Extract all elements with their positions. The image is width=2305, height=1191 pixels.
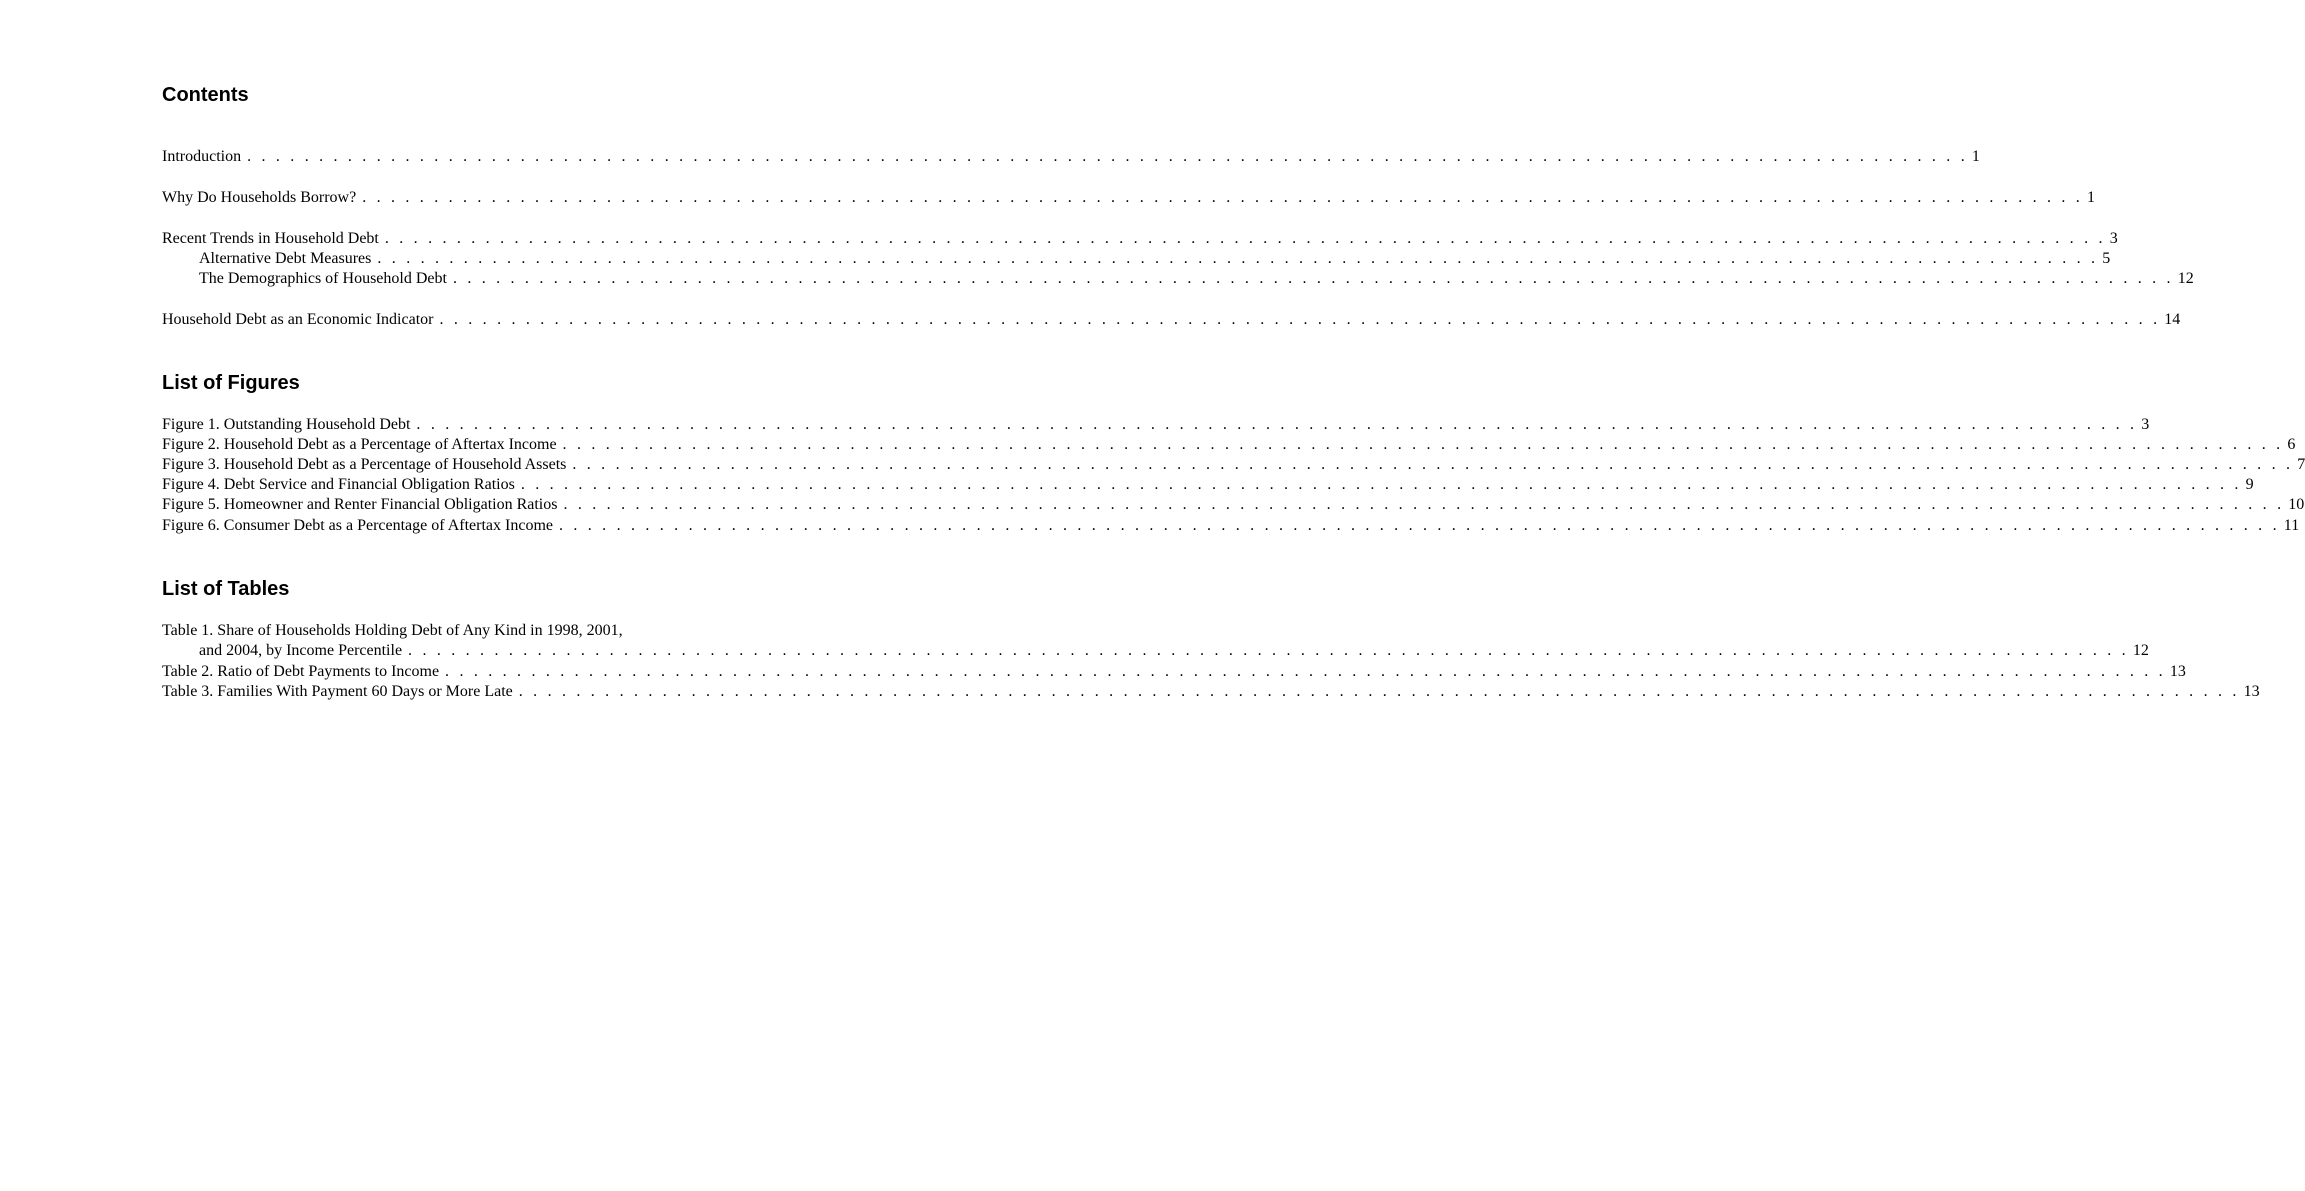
figure-entry[interactable]: [162, 455, 2305, 475]
figure-entry[interactable]: [162, 475, 2254, 495]
dot-leader: . . . . . . . . . . . . . . . . . . . . . . . . . . . . . . . . . . . . . . . . . . . . . . . . . . . . . . . . . . . . . . . . . . . . . . . . . . . . . . . . . . . . . . . . . . . . . . . . . . . . . . . . . . . . . . . . . . . . . . . .: [518, 683, 2240, 700]
toc-subentry[interactable]: [199, 249, 2111, 269]
dot-leader: . . . . . . . . . . . . . . . . . . . . . . . . . . . . . . . . . . . . . . . . . . . . . . . . . . . . . . . . . . . . . . . . . . . . . . . . . . . . . . . . . . . . . . . . . . . . . . . . . . . . . . . . . . . . . . . . . . . . . . . .: [558, 517, 2280, 534]
toc-entry-label: Household Debt as an Economic Indicator: [162, 311, 434, 328]
figure-entry-page: 7: [2297, 456, 2305, 473]
table-entry-label: and 2004, by Income Percentile: [199, 642, 403, 659]
figure-entry-page: 3: [2141, 416, 2150, 433]
toc-entry-label: Introduction: [162, 148, 242, 165]
tables-heading: List of Tables: [162, 578, 290, 600]
figure-entry[interactable]: [162, 495, 2305, 515]
dot-leader: . . . . . . . . . . . . . . . . . . . . . . . . . . . . . . . . . . . . . . . . . . . . . . . . . . . . . . . . . . . . . . . . . . . . . . . . . . . . . . . . . . . . . . . . . . . . . . . . . . . . . . . . . . . . . . . . . . . . . . . .: [563, 496, 2285, 513]
toc-entry[interactable]: [162, 229, 2118, 249]
table-entry-label: Table 3. Families With Payment 60 Days or More Late: [162, 683, 513, 700]
dot-leader: . . . . . . . . . . . . . . . . . . . . . . . . . . . . . . . . . . . . . . . . . . . . . . . . . . . . . . . . . . . . . . . . . . . . . . . . . . . . . . . . . . . . . . . . . . . . . . . . . . . . . . . . . . . . . . . . . . . . . . . .: [452, 270, 2174, 287]
dot-leader: . . . . . . . . . . . . . . . . . . . . . . . . . . . . . . . . . . . . . . . . . . . . . . . . . . . . . . . . . . . . . . . . . . . . . . . . . . . . . . . . . . . . . . . . . . . . . . . . . . . . . . . . . . . . . . . . . . . . . . . .: [416, 416, 2138, 433]
figure-entry-label: Figure 5. Homeowner and Renter Financial Obligation Ratios: [162, 496, 558, 513]
figure-entry[interactable]: [162, 516, 2300, 536]
toc-entry-page: 5: [2102, 250, 2111, 267]
table-entry[interactable]: [162, 662, 2186, 682]
figure-entry-label: Figure 3. Household Debt as a Percentage of Household Assets: [162, 456, 567, 473]
toc-entry-label: Recent Trends in Household Debt: [162, 230, 379, 247]
toc-entry-page: 14: [2164, 311, 2181, 328]
figure-entry-page: 10: [2288, 496, 2305, 513]
dot-leader: . . . . . . . . . . . . . . . . . . . . . . . . . . . . . . . . . . . . . . . . . . . . . . . . . . . . . . . . . . . . . . . . . . . . . . . . . . . . . . . . . . . . . . . . . . . . . . . . . . . . . . . . . . . . . . . . . . . . . . . .: [408, 642, 2129, 659]
figures-heading: List of Figures: [162, 372, 300, 394]
dot-leader: . . . . . . . . . . . . . . . . . . . . . . . . . . . . . . . . . . . . . . . . . . . . . . . . . . . . . . . . . . . . . . . . . . . . . . . . . . . . . . . . . . . . . . . . . . . . . . . . . . . . . . . . . . . . . . . . . . . . . . . .: [247, 148, 1968, 165]
toc-entry-label: The Demographics of Household Debt: [199, 270, 447, 287]
figure-entry-label: Figure 6. Consumer Debt as a Percentage of Aftertax Income: [162, 517, 553, 534]
figure-entry-label: Figure 1. Outstanding Household Debt: [162, 416, 411, 433]
dot-leader: . . . . . . . . . . . . . . . . . . . . . . . . . . . . . . . . . . . . . . . . . . . . . . . . . . . . . . . . . . . . . . . . . . . . . . . . . . . . . . . . . . . . . . . . . . . . . . . . . . . . . . . . . . . . . . . . . . . . . . . .: [439, 311, 2161, 328]
contents-heading: Contents: [162, 84, 249, 106]
figure-entry-page: 6: [2287, 436, 2296, 453]
dot-leader: . . . . . . . . . . . . . . . . . . . . . . . . . . . . . . . . . . . . . . . . . . . . . . . . . . . . . . . . . . . . . . . . . . . . . . . . . . . . . . . . . . . . . . . . . . . . . . . . . . . . . . . . . . . . . . . . . . . . . . . .: [445, 663, 2166, 680]
toc-entry-page: 1: [2087, 189, 2096, 206]
dot-leader: . . . . . . . . . . . . . . . . . . . . . . . . . . . . . . . . . . . . . . . . . . . . . . . . . . . . . . . . . . . . . . . . . . . . . . . . . . . . . . . . . . . . . . . . . . . . . . . . . . . . . . . . . . . . . . . . . . . . . . . .: [377, 250, 2099, 267]
table-entry-page: 12: [2132, 642, 2149, 659]
table-entry-label: Table 2. Ratio of Debt Payments to Income: [162, 663, 440, 680]
table-entry-line1[interactable]: Table 1. Share of Households Holding Debt of Any Kind in 1998, 2001,: [162, 622, 623, 639]
toc-entry-page: 1: [1971, 148, 1980, 165]
toc-subentry[interactable]: [199, 269, 2194, 289]
toc-entry[interactable]: [162, 310, 2181, 330]
figure-entry[interactable]: [162, 415, 2150, 435]
figure-entry-page: 9: [2245, 476, 2254, 493]
dot-leader: . . . . . . . . . . . . . . . . . . . . . . . . . . . . . . . . . . . . . . . . . . . . . . . . . . . . . . . . . . . . . . . . . . . . . . . . . . . . . . . . . . . . . . . . . . . . . . . . . . . . . . . . . . . . . . . . . . . . . . . .: [362, 189, 2084, 206]
dot-leader: . . . . . . . . . . . . . . . . . . . . . . . . . . . . . . . . . . . . . . . . . . . . . . . . . . . . . . . . . . . . . . . . . . . . . . . . . . . . . . . . . . . . . . . . . . . . . . . . . . . . . . . . . . . . . . . . . . . . . . . .: [572, 456, 2294, 473]
table-entry-page: 13: [2169, 663, 2186, 680]
figure-entry[interactable]: [162, 435, 2296, 455]
figure-entry-page: 11: [2283, 517, 2300, 534]
toc-entry-page: 3: [2109, 230, 2118, 247]
toc-entry-label: Why Do Households Borrow?: [162, 189, 357, 206]
toc-entry-page: 12: [2177, 270, 2194, 287]
toc-entry[interactable]: [162, 147, 1980, 167]
table-entry[interactable]: [199, 641, 2149, 661]
toc-entry-label: Alternative Debt Measures: [199, 250, 372, 267]
figure-entry-label: Figure 2. Household Debt as a Percentage of Aftertax Income: [162, 436, 557, 453]
table-entry[interactable]: [162, 682, 2260, 702]
toc-entry[interactable]: [162, 188, 2096, 208]
figure-entry-label: Figure 4. Debt Service and Financial Obligation Ratios: [162, 476, 515, 493]
dot-leader: . . . . . . . . . . . . . . . . . . . . . . . . . . . . . . . . . . . . . . . . . . . . . . . . . . . . . . . . . . . . . . . . . . . . . . . . . . . . . . . . . . . . . . . . . . . . . . . . . . . . . . . . . . . . . . . . . . . . . . . .: [562, 436, 2284, 453]
table-entry-page: 13: [2243, 683, 2260, 700]
dot-leader: . . . . . . . . . . . . . . . . . . . . . . . . . . . . . . . . . . . . . . . . . . . . . . . . . . . . . . . . . . . . . . . . . . . . . . . . . . . . . . . . . . . . . . . . . . . . . . . . . . . . . . . . . . . . . . . . . . . . . . . .: [384, 230, 2106, 247]
dot-leader: . . . . . . . . . . . . . . . . . . . . . . . . . . . . . . . . . . . . . . . . . . . . . . . . . . . . . . . . . . . . . . . . . . . . . . . . . . . . . . . . . . . . . . . . . . . . . . . . . . . . . . . . . . . . . . . . . . . . . . . .: [520, 476, 2242, 493]
